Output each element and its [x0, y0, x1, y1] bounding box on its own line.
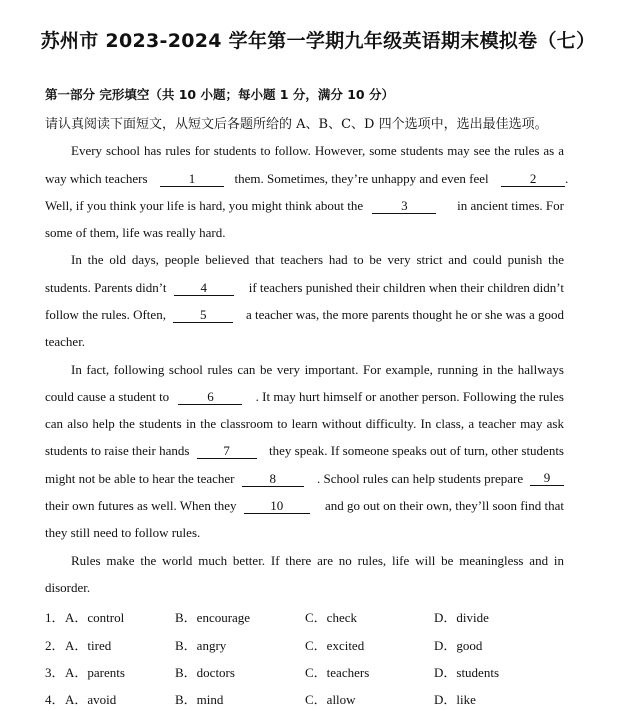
passage-line: In the old days, people believed that teachers had to be very strict and could punish the: [71, 252, 564, 267]
option-d[interactable]: D．good: [434, 638, 483, 653]
blank-2[interactable]: 2: [501, 172, 565, 187]
passage-line: Rules make the world much better. If there are no rules, life will be meaningless and in: [71, 553, 564, 568]
option-a[interactable]: A．parents: [65, 665, 125, 680]
blank-5[interactable]: 5: [173, 308, 233, 323]
passage-line: students to raise their hands 7 they speak. If someone speaks out of turn, other students: [45, 443, 564, 458]
option-c[interactable]: C．check: [305, 610, 357, 625]
passage-line: students. Parents didn’t 4 if teachers punished their children when their children didn’t: [45, 280, 564, 295]
option-b[interactable]: B．encourage: [175, 610, 251, 625]
blank-10[interactable]: 10: [244, 499, 310, 514]
question-row: 3． A．parents B．doctors C．teachers D．students: [45, 662, 605, 678]
question-row: 1． A．control B．encourage C．check D．divide: [45, 607, 605, 623]
question-row: 2． A．tired B．angry C．excited D．good: [45, 635, 605, 651]
blank-8[interactable]: 8: [242, 472, 304, 487]
passage-line: might not be able to hear the teacher 8 . School rules can help students prepare 9: [45, 471, 564, 487]
passage-line: can also help the students in the classroom to learn without difficulty. In class, a teacher may ask: [45, 416, 564, 431]
option-a[interactable]: A．tired: [65, 638, 112, 653]
question-row: 4． A．avoid B．mind C．allow D．like: [45, 689, 605, 705]
option-a[interactable]: A．control: [65, 610, 125, 625]
passage-line: some of them, life was really hard.: [45, 225, 226, 240]
option-d[interactable]: D．students: [434, 665, 500, 680]
passage-line: teacher.: [45, 334, 86, 349]
instructions: 请认真阅读下面短文，从短文后各题所给的 A、B、C、D 四个选项中，选出最佳选项。: [45, 117, 548, 132]
option-c[interactable]: C．teachers: [305, 665, 370, 680]
option-b[interactable]: B．doctors: [175, 665, 235, 680]
option-d[interactable]: D．like: [434, 692, 476, 707]
option-c[interactable]: C．excited: [305, 638, 365, 653]
passage-line: they still need to follow rules.: [45, 525, 201, 540]
option-d[interactable]: D．divide: [434, 610, 489, 625]
blank-4[interactable]: 4: [174, 281, 234, 296]
blank-1[interactable]: 1: [160, 172, 224, 187]
option-b[interactable]: B．mind: [175, 692, 224, 707]
passage-line: their own futures as well. When they 10 and go out on their own, they’ll soon find that: [45, 498, 564, 513]
passage-line: follow the rules. Often, 5 a teacher was, the more parents thought he or she was a good: [45, 307, 564, 322]
passage-line: way which teachers 1 them. Sometimes, they’re unhappy and even feel 2 .: [45, 171, 569, 186]
option-c[interactable]: C．allow: [305, 692, 356, 707]
passage-line: could cause a student to 6 . It may hurt himself or another person. Following the rules: [45, 389, 564, 404]
passage-line: Well, if you think your life is hard, you might think about the 3 in ancient times. For: [45, 198, 564, 213]
option-b[interactable]: B．angry: [175, 638, 227, 653]
blank-6[interactable]: 6: [178, 390, 242, 405]
blank-3[interactable]: 3: [372, 199, 436, 214]
option-a[interactable]: A．avoid: [65, 692, 117, 707]
section-heading: 第一部分 完形填空（共 10 小题；每小题 1 分，满分 10 分）: [45, 87, 394, 102]
passage-line: Every school has rules for students to follow. However, some students may see the rules as a: [71, 143, 564, 158]
passage-line: disorder.: [45, 580, 91, 595]
blank-9[interactable]: 9: [530, 471, 564, 486]
page-title: 苏州市 2023-2024 学年第一学期九年级英语期末模拟卷（七）: [40, 30, 596, 52]
blank-7[interactable]: 7: [197, 444, 257, 459]
passage-line: In fact, following school rules can be very important. For example, running in the hallways: [71, 362, 564, 377]
